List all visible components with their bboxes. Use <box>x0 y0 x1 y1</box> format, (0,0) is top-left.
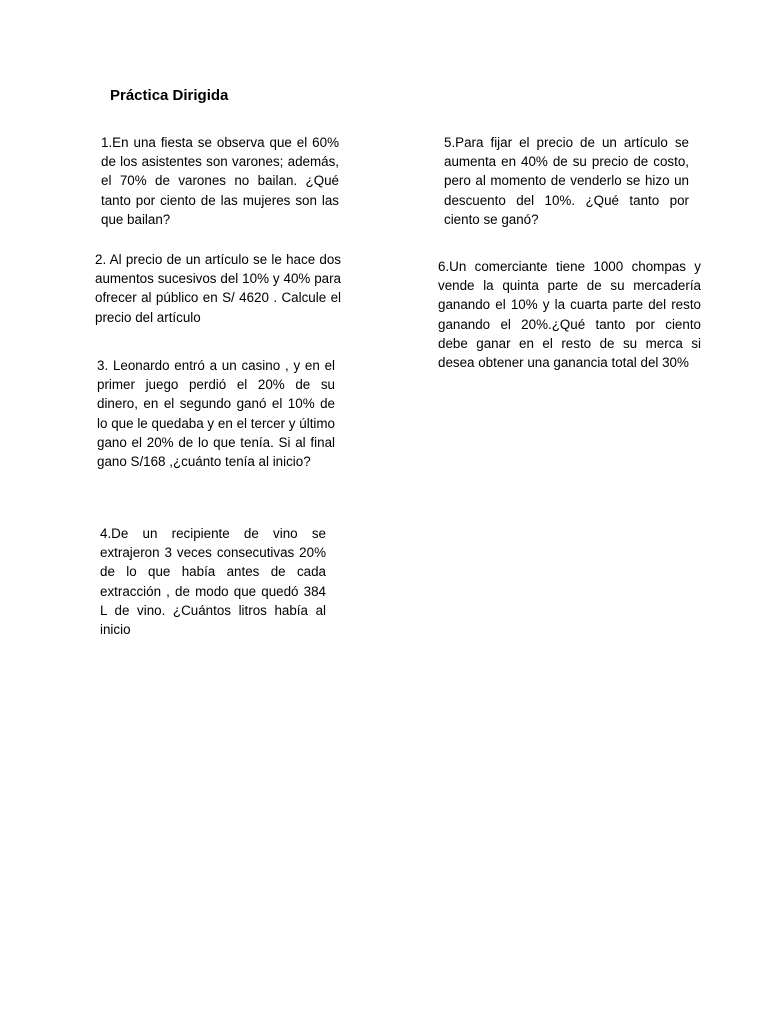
page-title: Práctica Dirigida <box>110 87 229 104</box>
problem-2: 2. Al precio de un artículo se le hace dos aumentos sucesivos del 10% y 40% para ofrecer al público en S/ 4620 . Calcule el precio del artículo <box>95 252 341 325</box>
problem-1: 1.En una fiesta se observa que el 60% de los asistentes son varones; además, el 70% de varones no bailan. ¿Qué tanto por ciento de las mujeres son las que bailan? <box>101 135 339 227</box>
problem-5: 5.Para fijar el precio de un artículo se aumenta en 40% de su precio de costo, pero al momento de venderlo se hizo un descuento del 10%. ¿Qué tanto por ciento se ganó? <box>444 135 689 227</box>
problem-6: 6.Un comerciante tiene 1000 chompas y vende la quinta parte de su mercadería ganando el 10% y la cuarta parte del resto ganando el 20%.¿Qué tanto por ciento debe ganar en el resto de su merca si desea obtener una ganancia total del 30% <box>438 259 701 371</box>
problem-4: 4.De un recipiente de vino se extrajeron 3 veces consecutivas 20% de lo que había antes de cada extracción , de modo que quedó 384 L de vino. ¿Cuántos litros había al inicio <box>100 526 326 638</box>
problem-3: 3. Leonardo entró a un casino , y en el primer juego perdió el 20% de su dinero, en el segundo ganó el 10% de lo que le quedaba y en el tercer y último gano el 20% de lo que tenía. Si al final gano S/168 ,¿cuánto tenía al inicio? <box>97 358 335 470</box>
